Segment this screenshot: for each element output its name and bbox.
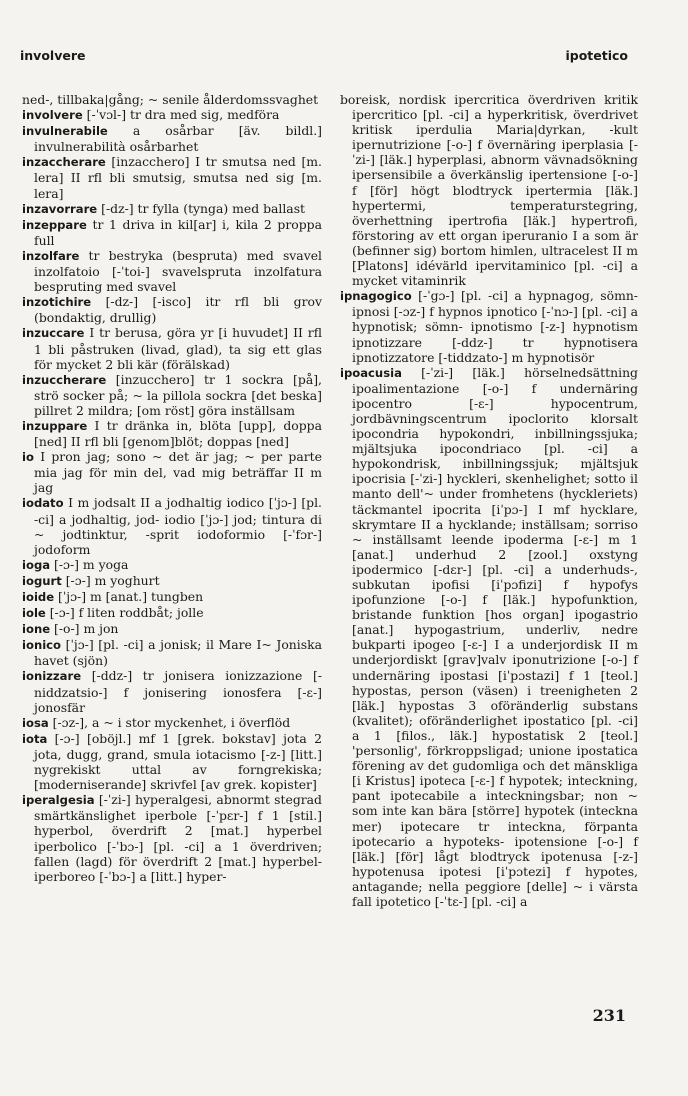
dictionary-entry: ionizzare [-ddz-] tr jonisera ionizzazione [-niddzatsio-] f jonisering ionosfera [-ε-] jonosfär <box>22 668 322 715</box>
dictionary-entry: inzuccare I tr berusa, göra yr [i huvudet] II rfl 1 bli påstruken (livad, glad), ta sig ett glas för mycket 2 bli kär (förälskad) <box>22 325 322 372</box>
dictionary-entry: inzotichire [-dz-] [-isco] itr rfl bli grov (bondaktig, drullig) <box>22 294 322 326</box>
dictionary-entry: iole [-ɔ-] f liten roddbåt; jolle <box>22 605 204 621</box>
entry-headword: iodato <box>22 496 64 511</box>
dictionary-entry: inzolfare tr bestryka (bespruta) med svavel inzolfatoio [-ˈtoi-] svavelspruta inzolfatura bespruting med svavel <box>22 247 322 295</box>
dictionary-entry: ipnagogico [-ˈgɔ-] [pl. -ci] a hypnagog, sömn- ipnosi [-ɔz-] f hypnos ipnotico [-ˈnɔ-] [pl. -ci] a hypnotisk; sömn- ipnotismo [-z-] hypnotism ipnotizzare [-ddz-] tr hypnotisera ipnotizzatore [-tiddzato-] m hypnotisör <box>340 288 638 365</box>
dictionary-entry: ioide [ˈjɔ-] m [anat.] tungben <box>22 589 204 604</box>
entry-headword: ionico <box>22 638 62 653</box>
page-number: 231 <box>592 1006 626 1025</box>
entry-headword: iota <box>22 731 48 746</box>
entry-headword: ipnagogico <box>340 289 412 304</box>
dictionary-entry: inzuppare I tr dränka in, blöta [upp], doppa [ned] II rfl bli [genom]blöt; doppas [ned] <box>22 417 322 450</box>
entry-headword: inzotichire <box>22 295 92 310</box>
dictionary-entry: iodato I m jodsalt II a jodhaltig iodico [ˈjɔ-] [pl. -ci] a jodhaltig, jod- iodio [ˈjɔ-] jod; tintura di ~ jodtinktur, -sprit iodoformio [-ˈfɔr-] jodoform <box>22 495 322 557</box>
dictionary-entry: inzuccherare [inzucchero] tr 1 sockra [på], strö socker på; ~ la pillola sockra [det beska] pillret 2 mildra; [om röst] göra inställsam <box>22 371 322 418</box>
dictionary-entry: ned-, tillbaka|gång; ~ senile ålderdomssvaghet <box>22 92 319 107</box>
dictionary-entry: ionico [ˈjɔ-] [pl. -ci] a jonisk; il Mare I~ Joniska havet (sjön) <box>22 637 322 669</box>
dictionary-entry: inzavorrare [-dz-] tr fylla (tynga) med ballast <box>22 200 306 216</box>
entry-headword: invulnerabile <box>22 124 108 139</box>
dictionary-entry: involvere [-ˈvɔl-] tr dra med sig, medföra <box>22 107 280 123</box>
dictionary-entry: ione [-o-] m jon <box>22 621 119 637</box>
right-guide-word: ipotetico <box>565 48 628 63</box>
entry-headword: inzuccare <box>22 326 85 341</box>
dictionary-entry: ioga [-ɔ-] m yoga <box>22 556 129 572</box>
dictionary-entry: io I pron jag; sono ~ det är jag; ~ per parte mia jag för min del, vad mig beträffar II m jag <box>22 449 322 496</box>
dictionary-entry: inzeppare tr 1 driva in kil[ar] i, kila 2 proppa full <box>22 216 322 248</box>
entry-headword: iogurt <box>22 573 62 588</box>
dictionary-entry: inzaccherare [inzacchero] I tr smutsa ned [m. lera] II rfl bli smutsig, smutsa ned sig [m. lera] <box>22 154 322 201</box>
dictionary-entry: iota [-ɔ-] [oböjl.] mf 1 [grek. bokstav] jota 2 jota, dugg, grand, smula iotacismo [-z-] [litt.] nygrekiskt uttal av forngrekiska; [moderniserande] skrivfel [av grek. kopister] <box>22 730 322 793</box>
entry-headword: io <box>22 450 34 465</box>
dictionary-entry: iogurt [-ɔ-] m yoghurt <box>22 572 160 588</box>
entry-headword: iole <box>22 606 46 621</box>
dictionary-entry: invulnerabile a osårbar [äv. bildl.] invulnerabilità osårbarhet <box>22 123 322 155</box>
entry-headword: inzuppare <box>22 418 88 433</box>
right-column <box>340 92 638 909</box>
entry-headword: inzaccherare <box>22 155 106 170</box>
dictionary-entry: iperalgesia [-ˈzi-] hyperalgesi, abnormt stegrad smärtkänslighet iperbole [-ˈpεr-] f 1 [stil.] hyperbol, överdrift 2 [mat.] hyperbel iperbolico [-ˈbɔ-] [pl. -ci] a 1 överdriven; fallen (lagd) för överdrift 2 [mat.] hyperbel- iperboreo [-ˈbɔ-] a [litt.] hyper- <box>22 792 322 884</box>
entry-headword: ioga <box>22 557 51 572</box>
dictionary-entry: ipoacusia [-ˈzi-] [läk.] hörselnedsättning ipoalimentazione [-o-] f undernäring ipocentro [-ε-] hypocentrum, jordbävningscentrum ipoclorito klorsalt ipocondria hypokondri, inbillningssjuka; mjältsjuka ipocondriaco [pl. -ci] a hypokondrisk, inbillningssjuk; mjältsjuk ipocrisia [-ˈzi-] hyckleri, skenhelighet; sotto il manto dell'~ under fromhetens (hyckleriets) täckmantel ipocrita [iˈpɔ-] I mf hycklare, skrymtare II a hycklande; inställsam; sorriso ~ inställsamt leende ipoderma [-ε-] m 1 [anat.] underhud 2 [zool.] oxstyng ipodermico [-dεr-] [pl. -ci] a underhuds-, subkutan ipofisi [iˈpɔfizi] f hypofys ipofunzione [-o-] f [läk.] hypofunktion, bristande funktion [hos organ] ipogastrio [anat.] hypogastrium, underliv, nedre bukparti ipogeo [-ε-] I a underjordisk II m underjordiskt [grav]valv iponutrizione [-o-] f undernäring ipostasi [iˈpɔstazi] f 1 [teol.] hypostas, person (väsen) i treenigheten 2 [läk.] hypostas 3 oföränderlig substans (kvalitet); oföränderlighet ipostatico [pl. -ci] a 1 [filos., läk.] hypostatisk 2 [teol.] 'personlig', förkroppsligad; unione ipostatica förening av det gudomliga och det mänskliga [i Kristus] ipoteca [-ε-] f hypotek; inteckning, pant ipotecabile a inteckningsbar; non ~ som inte kan bära [större] hypotek (inteckna mer) ipotecare tr inteckna, förpanta ipotecario a hypoteks- ipotensione [-o-] f [läk.] [för] lågt blodtryck ipotenusa [-z-] hypotenusa ipotesi [iˈpɔtezi] f hypotes, antagande; nella peggiore [delle] ~ i värsta fall ipotetico [-ˈtε-] [pl. -ci] a <box>340 364 638 909</box>
entry-headword: inzavorrare <box>22 201 98 216</box>
entry-headword: inzolfare <box>22 248 80 263</box>
left-column <box>22 92 322 884</box>
entry-headword: inzuccherare <box>22 372 107 387</box>
entry-headword: ipoacusia <box>340 365 402 380</box>
entry-headword: involvere <box>22 108 83 123</box>
entry-headword: iperalgesia <box>22 793 95 808</box>
left-guide-word: involvere <box>20 48 86 63</box>
dictionary-entry: iosa [-ɔz-], a ~ i stor myckenhet, i överflöd <box>22 714 291 730</box>
entry-headword: ioide <box>22 590 55 604</box>
entry-headword: ione <box>22 622 51 637</box>
dictionary-entry: boreisk, nordisk ipercritica överdriven kritik ipercritico [pl. -ci] a hyperkritisk, överdrivet kritisk iperdulia Maria|dyrkan, -kult ipernutrizione [-o-] f övernäring iperplasia [-ˈzi-] [läk.] hyperplasi, abnorm vävnadsökning ipersensibile a överkänslig ipertensione [-o-] f [för] högt blodtryck ipertermia [läk.] hypertermi, temperaturstegring, överhettning ipertrofia [läk.] hypertrofi, förstoring av ett organ iperuranio I a som är (befinner sig) bortom himlen, ultracelest II m [Platons] idévärld ipervitaminico [pl. -ci] a mycket vitaminrik <box>340 92 638 289</box>
entry-headword: inzeppare <box>22 217 87 232</box>
entry-headword: ionizzare <box>22 669 82 684</box>
entry-headword: iosa <box>22 715 49 730</box>
